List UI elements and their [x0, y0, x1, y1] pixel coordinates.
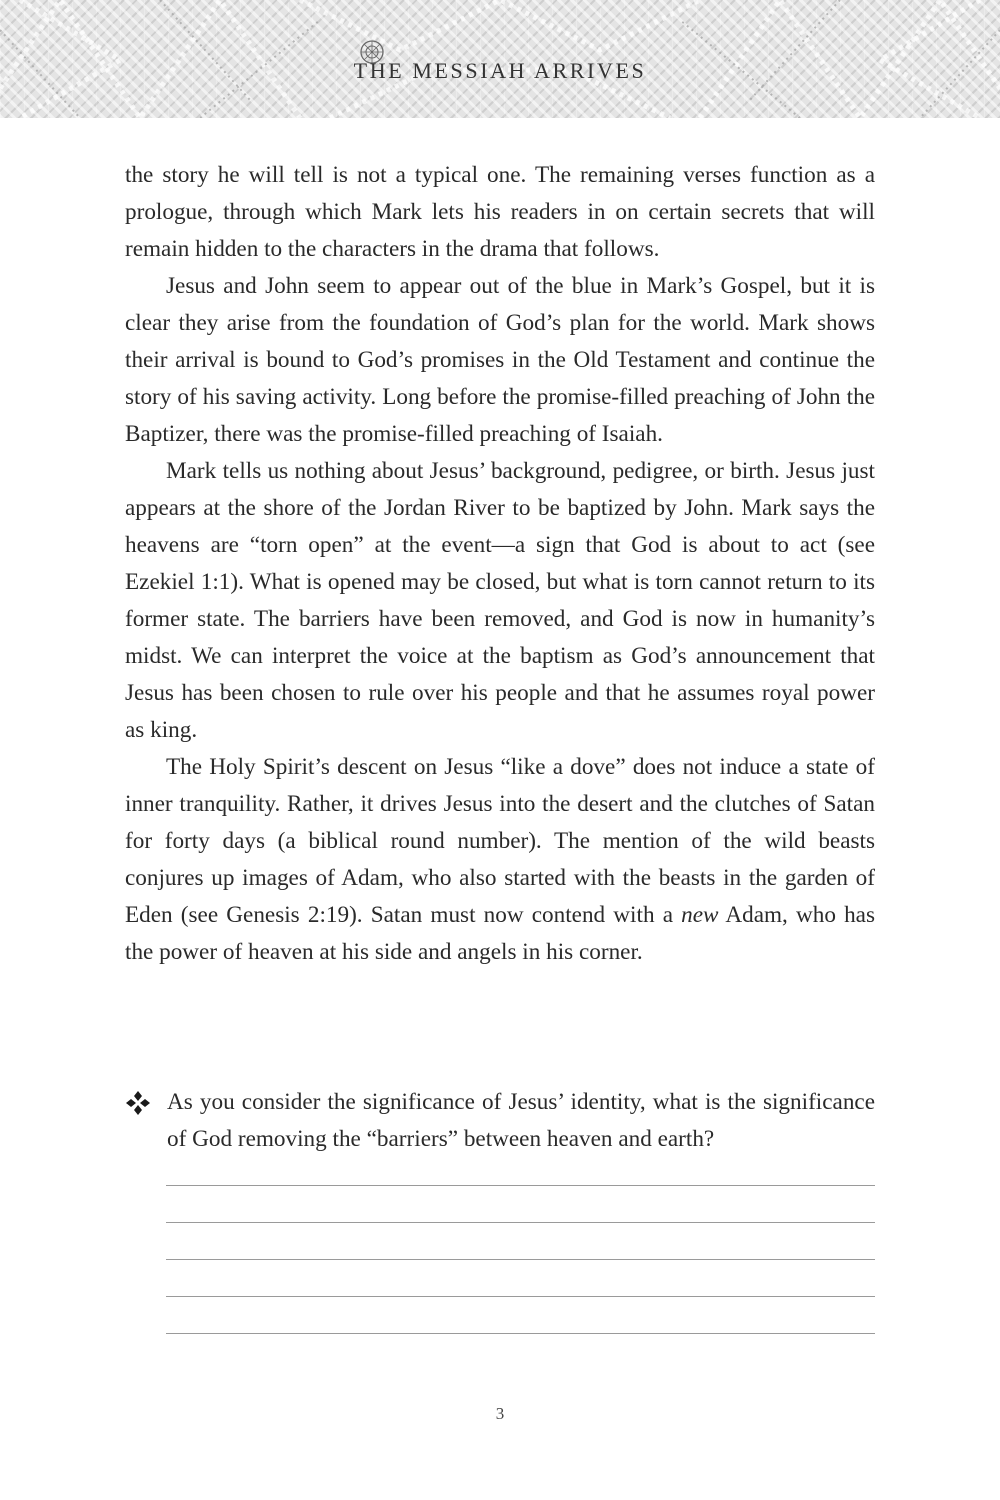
page-number: 3 [495, 1404, 505, 1423]
paragraph-text: Adam, who has the power of heaven at his side and angels in his corner. [125, 902, 875, 965]
paragraph-text: The Holy Spirit’s descent on Jesus “like a dove” does not induce a state of inner tranquility. Rather, it drives Jesus into the desert and the clutches of Satan for forty days (a biblical round number). The mention of the wild beasts conjures up images of Adam, who also started with the beasts in the garden of Eden (see Genesis 2:19). Satan must now contend with a [125, 754, 875, 928]
paragraph [125, 749, 875, 971]
paragraph: Mark tells us nothing about Jesus’ background, pedigree, or birth. Jesus just appears at the shore of the Jordan River to be baptized by John. Mark says the heavens are “torn open” at the event—a sign that God is about to act (see Ezekiel 1:1). What is opened may be closed, but what is torn cannot return to its former state. The barriers have been removed, and God is now in humanity’s midst. We can interpret the voice at the baptism as God’s announcement that Jesus has been chosen to rule over his people and that he assumes royal power as king. [125, 458, 875, 743]
answer-line[interactable] [166, 1185, 875, 1186]
answer-line[interactable] [166, 1259, 875, 1260]
reflection-question [125, 1084, 875, 1158]
paragraph: the story he will tell is not a typical one. The remaining verses function as a prologue, through which Mark lets his readers in on certain secrets that will remain hidden to the characters in the drama that follows. [125, 162, 875, 262]
answer-line[interactable] [166, 1222, 875, 1223]
question-text: As you consider the significance of Jesus’ identity, what is the significance of God removing the “barriers” between heaven and earth? [167, 1089, 875, 1152]
answer-line[interactable] [166, 1333, 875, 1334]
answer-lines [166, 1185, 875, 1370]
answer-line[interactable] [166, 1296, 875, 1297]
page-header [0, 0, 1000, 118]
body-text [125, 157, 875, 971]
running-head: THE MESSIAH ARRIVES [353, 58, 647, 83]
four-diamond-icon [125, 1090, 151, 1116]
emphasis-text: new [681, 902, 719, 928]
paragraph: Jesus and John seem to appear out of the blue in Mark’s Gospel, but it is clear they arise from the foundation of God’s plan for the world. Mark shows their arrival is bound to God’s promises in the Old Testament and continue the story of his saving activity. Long before the promise-filled preaching of John the Baptizer, there was the promise-filled preaching of Isaiah. [125, 273, 875, 447]
